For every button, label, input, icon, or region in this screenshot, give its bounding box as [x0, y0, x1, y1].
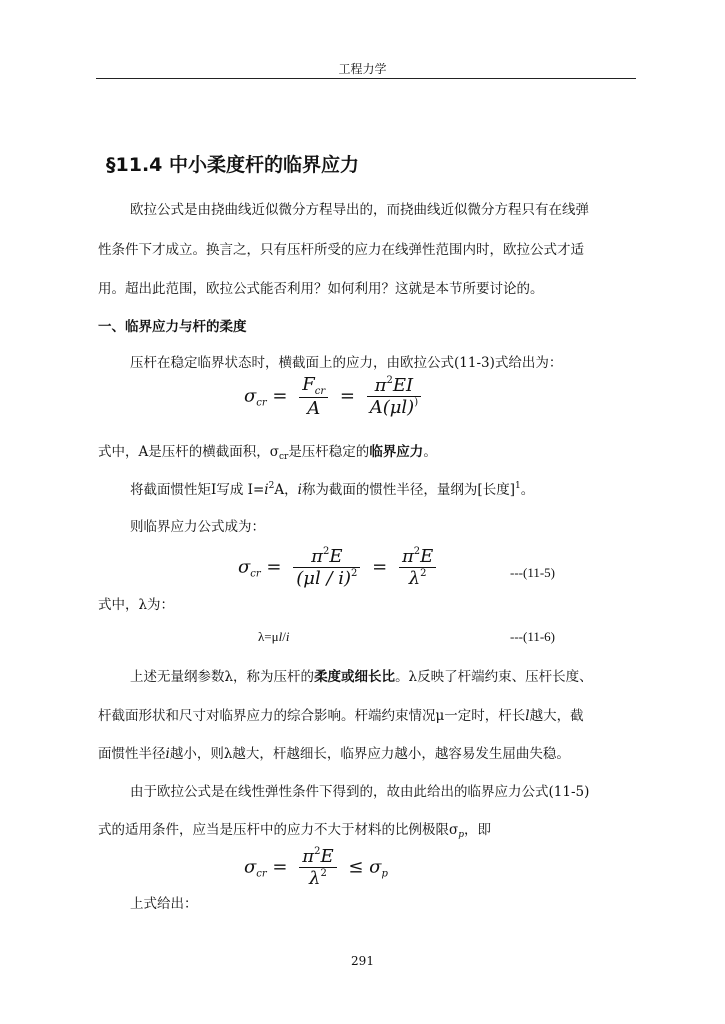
para7-line1: 上述无量纲参数λ，称为压杆的柔度或细长比。λ反映了杆端约束、压杆长度、: [130, 669, 593, 685]
equation-number-11-5: ---(11-5): [510, 565, 555, 580]
para6: 式中，λ为：: [98, 597, 175, 613]
para9: 上式给出：: [130, 896, 198, 912]
para7-line2: 杆截面形状和尺寸对临界应力的综合影响。杆端约束情况μ一定时，杆长l越大，截: [98, 708, 584, 724]
running-header: 工程力学: [338, 62, 387, 76]
header-rule: [96, 78, 636, 79]
para2: 压杆在稳定临界状态时，横截面上的应力，由欧拉公式(11-3)式给出为：: [130, 355, 563, 371]
equation-number-11-6: ---(11-6): [510, 629, 555, 644]
para1-line2: 性条件下才成立。换言之，只有压杆所受的应力在线弹性范围内时，欧拉公式才适: [98, 242, 584, 258]
para5: 则临界应力公式成为：: [130, 519, 265, 535]
equation-validity-condition: $\sigma_{cr}$ = $\frac{\pi^2E}{\lambda^2}$ ≤ $\sigma_p$: [244, 846, 388, 889]
equation-euler-stress: $\sigma_{cr}$ = $\frac{F_{cr}}{A}$ = $\frac{\pi^2EI}{A(\mu l)^)}$: [244, 374, 427, 419]
page-number: 291: [351, 954, 374, 968]
lambda-definition: λ=μl/i: [258, 629, 290, 644]
equation-critical-stress: $\sigma_{cr}$ = $\frac{\pi^2E}{(\mu l / i)^2}$ = $\frac{\pi^2E}{\lambda^2}$: [238, 546, 442, 589]
para8-line1: 由于欧拉公式是在线性弹性条件下得到的，故由此给出的临界应力公式(11-5): [130, 784, 590, 800]
para4: 将截面惯性矩I写成 $I=i^2A$，i称为截面的惯性半径，量纲为[长度]$^1$。: [130, 481, 535, 498]
subsection-heading: 一、临界应力与杆的柔度: [98, 319, 247, 335]
para1-line1: 欧拉公式是由挠曲线近似微分方程导出的，而挠曲线近似微分方程只有在线弹: [130, 202, 589, 218]
para3: 式中，A是压杆的横截面积，$\sigma_{cr}$是压杆稳定的临界应力。: [98, 444, 437, 462]
section-title: §11.4 中小柔度杆的临界应力: [106, 154, 359, 176]
para7-line3: 面惯性半径i越小，则λ越大，杆越细长，临界应力越小，越容易发生屈曲失稳。: [98, 746, 570, 762]
para1-line3: 用。超出此范围，欧拉公式能否利用？如何利用？这就是本节所要讨论的。: [98, 281, 544, 297]
para8-line2: 式的适用条件，应当是压杆中的应力不大于材料的比例极限$\sigma_p$，即: [98, 822, 491, 840]
